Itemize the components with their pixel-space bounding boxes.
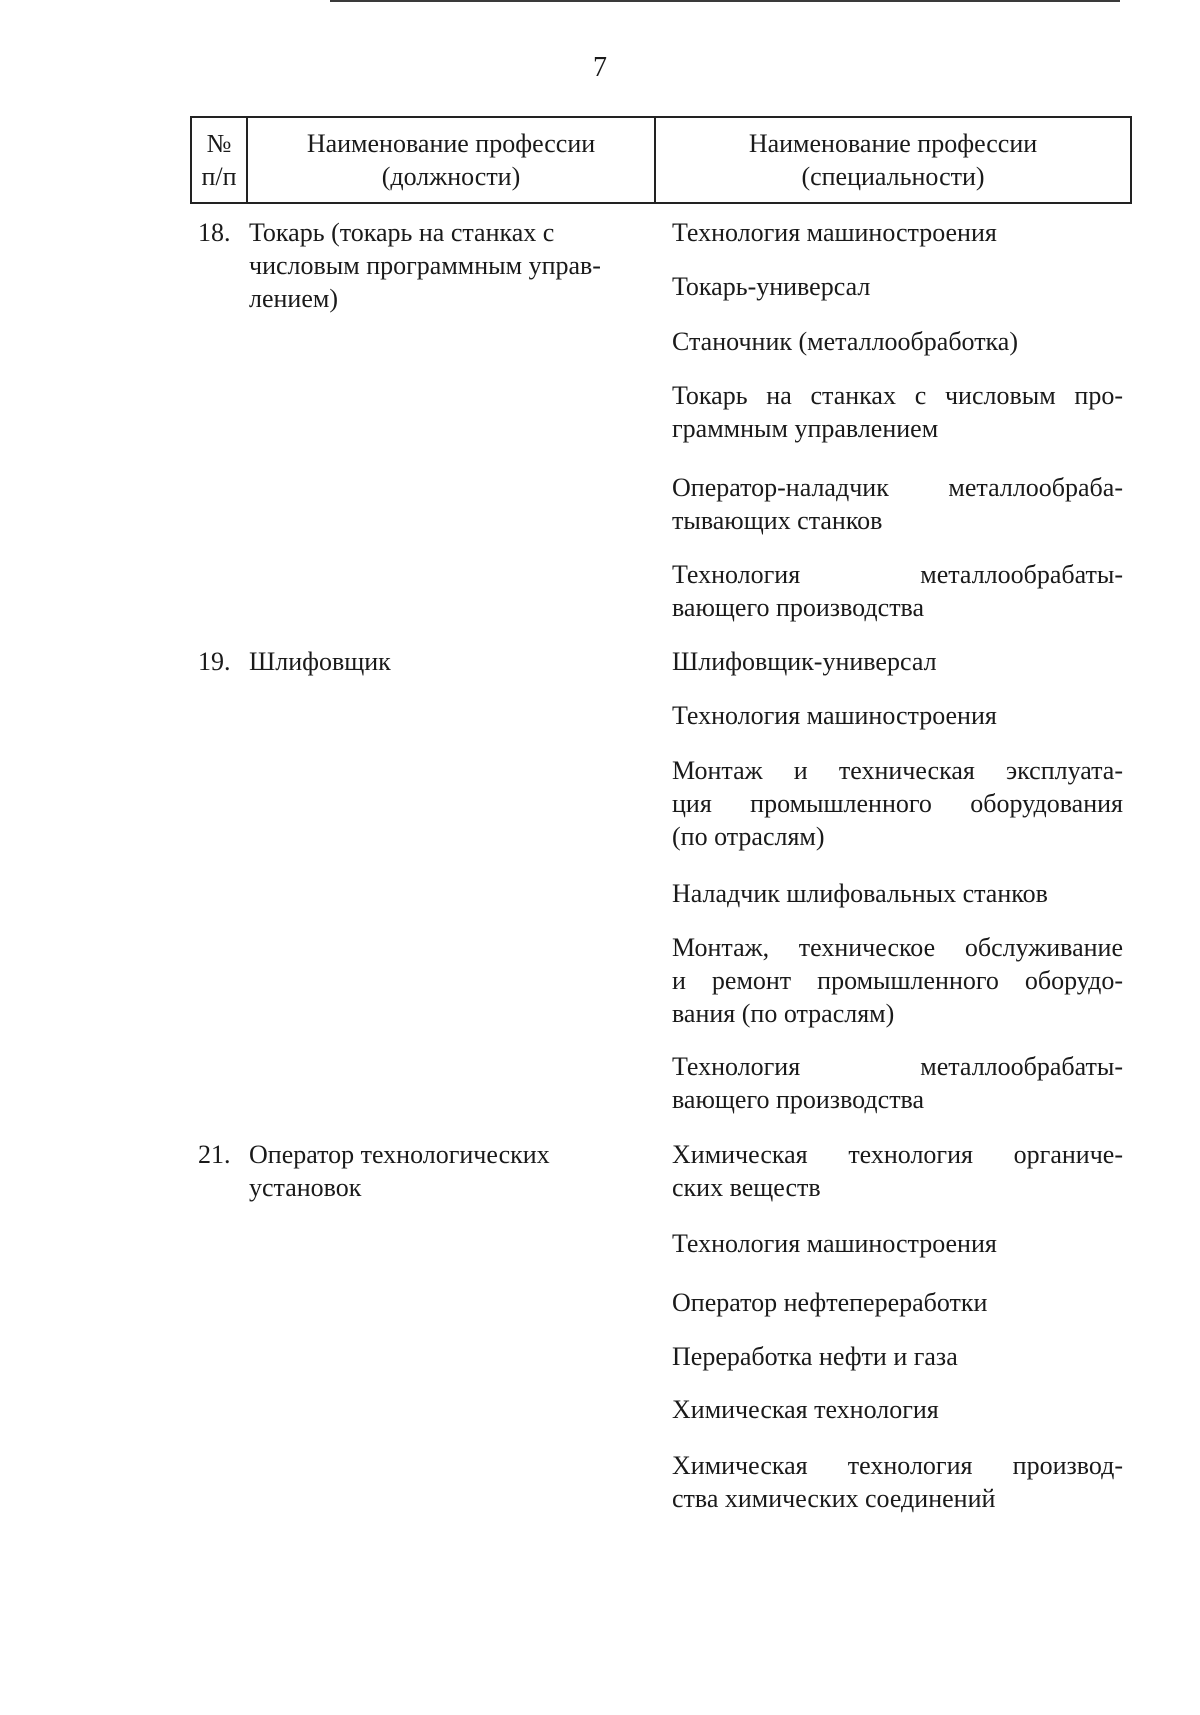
specialty-line: Оператор нефтепереработки (672, 1288, 988, 1317)
header-number-line1: № (206, 129, 232, 158)
header-specialty-column (656, 118, 1130, 202)
specialty-item (672, 754, 1123, 853)
specialty-line: Наладчик шлифовальных станков (672, 879, 1048, 908)
header-specialty-line1: Наименование профессии (748, 129, 1038, 158)
specialty-line: Монтаж, техническое обслуживание (672, 933, 1123, 962)
profession-line: установок (249, 1173, 362, 1202)
header-position-column (248, 118, 656, 202)
specialty-line: Химическая технология органиче- (672, 1140, 1123, 1169)
specialty-line: (по отраслям) (672, 822, 825, 851)
specialty-line: Оператор-наладчик металлообраба- (672, 473, 1123, 502)
specialty-item (672, 1393, 1123, 1426)
header-position-line2: (должности) (381, 162, 521, 191)
specialty-line: и ремонт промышленного оборудо- (672, 966, 1123, 995)
specialty-line: тывающих станков (672, 506, 883, 535)
profession-line: Оператор технологических (249, 1140, 550, 1169)
specialty-item (672, 270, 1123, 303)
specialty-item (672, 1286, 1123, 1319)
specialty-item (672, 1050, 1123, 1116)
specialty-item (672, 471, 1123, 537)
specialty-line: Технология металлообрабаты- (672, 1052, 1123, 1081)
specialty-line: вания (по отраслям) (672, 999, 895, 1028)
header-specialty-line2: (специальности) (801, 162, 985, 191)
specialty-item (672, 1449, 1123, 1515)
specialty-line: Шлифовщик-универсал (672, 647, 937, 676)
specialty-line: Технология металлообрабаты- (672, 560, 1123, 589)
specialty-line: Токарь-универсал (672, 272, 871, 301)
specialty-line: Технология машиностроения (672, 218, 997, 247)
specialty-item (672, 645, 1123, 678)
profession-line: лением) (249, 284, 338, 313)
specialty-item (672, 1227, 1123, 1260)
specialty-item (672, 877, 1123, 910)
specialty-item (672, 379, 1123, 445)
row-profession (249, 216, 649, 315)
specialty-item (672, 1340, 1123, 1373)
header-number-line2: п/п (201, 162, 237, 191)
header-position-line1: Наименование профессии (306, 129, 596, 158)
row-profession (249, 645, 649, 678)
profession-line: Шлифовщик (249, 647, 391, 676)
specialty-item (672, 1138, 1123, 1204)
profession-line: Токарь (токарь на станках с (249, 218, 555, 247)
row-profession (249, 1138, 649, 1204)
specialty-item (672, 216, 1123, 249)
specialty-item (672, 325, 1123, 358)
row-number: 21. (198, 1140, 231, 1169)
table-header (190, 116, 1132, 204)
page-number: 7 (593, 52, 607, 83)
specialty-line: вающего производства (672, 1085, 925, 1114)
specialty-line: вающего производства (672, 593, 925, 622)
specialty-line: ских веществ (672, 1173, 821, 1202)
specialty-line: Химическая технология производ- (672, 1451, 1123, 1480)
profession-line: числовым программным управ- (249, 251, 601, 280)
specialty-line: Монтаж и техническая эксплуата- (672, 756, 1123, 785)
specialty-line: Технология машиностроения (672, 1229, 997, 1258)
specialty-line: ция промышленного оборудования (672, 789, 1123, 818)
header-number-column (192, 118, 248, 202)
specialty-item (672, 558, 1123, 624)
specialty-line: Технология машиностроения (672, 701, 997, 730)
specialty-item (672, 931, 1123, 1030)
specialty-line: Станочник (металлообработка) (672, 327, 1018, 356)
specialty-line: граммным управлением (672, 414, 939, 443)
specialty-line: Переработка нефти и газа (672, 1342, 958, 1371)
specialty-item (672, 699, 1123, 732)
row-number: 18. (198, 218, 231, 247)
specialty-line: ства химических соединений (672, 1484, 996, 1513)
top-edge-line (330, 0, 1120, 2)
specialty-line: Токарь на станках с числовым про- (672, 381, 1123, 410)
row-number: 19. (198, 647, 231, 676)
specialty-line: Химическая технология (672, 1395, 939, 1424)
